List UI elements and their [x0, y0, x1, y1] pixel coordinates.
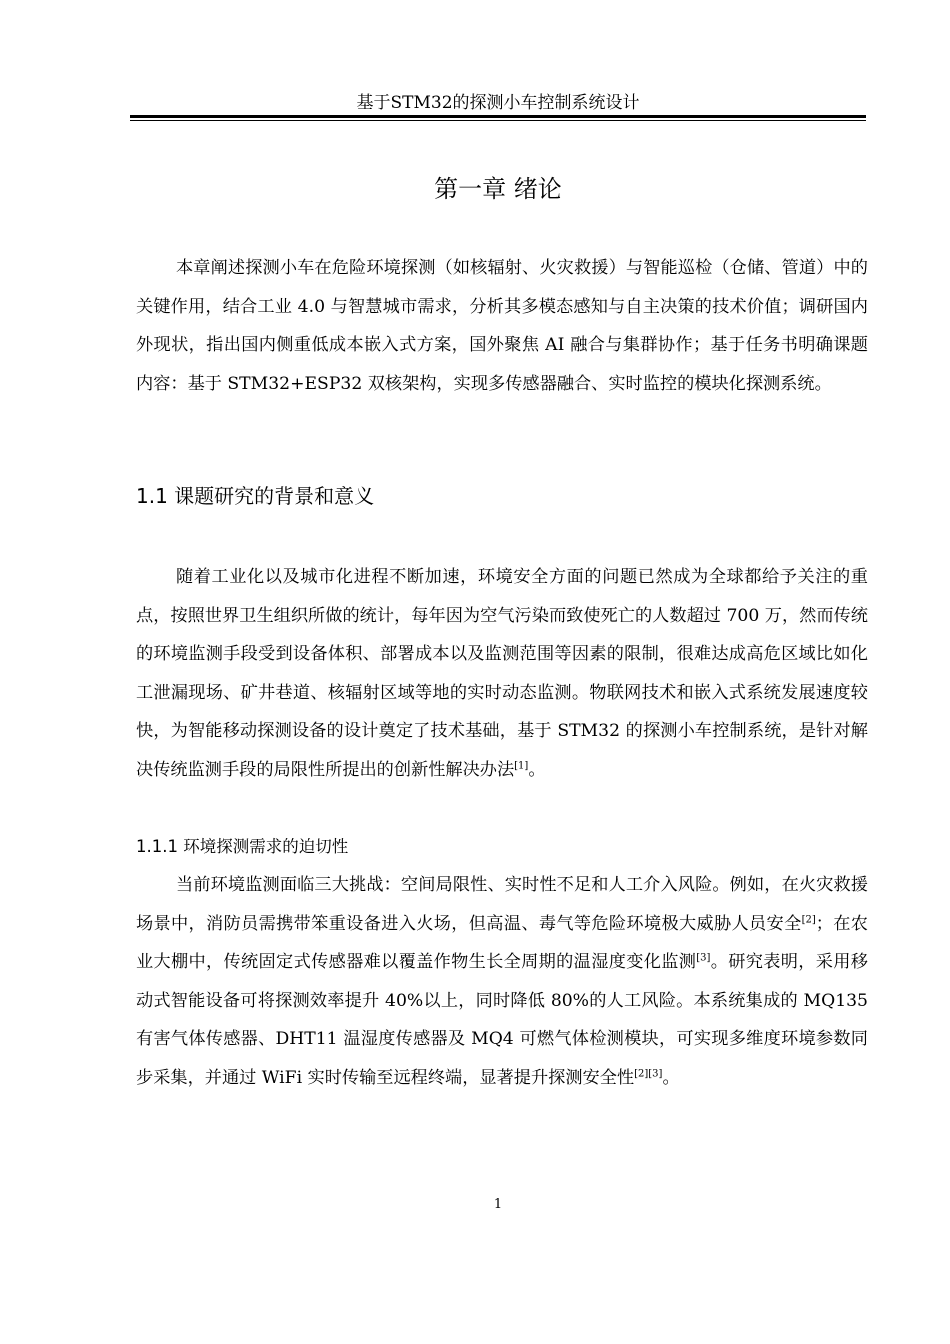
demand-text-d: 。 [662, 1067, 680, 1088]
intro-paragraph: 本章阐述探测小车在危险环境探测（如核辐射、火灾救援）与智能巡检（仓储、管道）中的关键作用，结合工业 4.0 与智慧城市需求，分析其多模态感知与自主决策的技术价值；调研国内外现状，指出国内侧重低成本嵌入式方案，国外聚焦 AI 融合与集群协作；基于任务书明确课题内容：基于 STM32+ESP32 双核架构，实现多传感器融合、实时监控的模块化探测系统。 [136, 258, 868, 394]
citation-2: [2] [801, 913, 816, 925]
background-paragraph-text: 随着工业化以及城市化进程不断加速，环境安全方面的问题已然成为全球都给予关注的重点，按照世界卫生组织所做的统计，每年因为空气污染而致使死亡的人数超过 700 万，然而传统的环境监测手段受到设备体积、部署成本以及监测范围等因素的限制，很难达成高危区域比如化工泄漏现场、矿井巷道、核辐射区域等地的实时动态监测。物联网技术和嵌入式系统发展速度较快，为智能移动探测设备的设计奠定了技术基础，基于 STM32 的探测小车控制系统，是针对解决传统监测手段的局限性所提出的创新性解决办法 [136, 567, 868, 780]
chapter-title: 第一章 绪论 [434, 175, 562, 203]
demand-paragraph [136, 866, 868, 1097]
citation-2-3: [2][3] [634, 1067, 663, 1079]
header-rule-thick [130, 115, 866, 118]
demand-text-c: 。研究表明，采用移动式智能设备可将探测效率提升 40%以上，同时降低 80%的人工风险。本系统集成的 MQ135 有害气体传感器、DHT11 温湿度传感器及 MQ4 可燃气体检测模块，可实现多维度环境参数同步采集，并通过 WiFi 实时传输至远程终端，显著提升探测安全性 [136, 952, 868, 1088]
header-rule-thin [130, 120, 866, 121]
background-paragraph-end: 。 [528, 759, 546, 780]
section-heading-1-1-1: 1.1.1 环境探测需求的迫切性 [136, 837, 349, 856]
citation-1: [1] [514, 759, 529, 771]
running-header: 基于STM32的探测小车控制系统设计 [356, 93, 640, 113]
page-number: 1 [493, 1197, 503, 1212]
demand-text-b: ；在农业大棚中，传统固定式传感器难以覆盖作物生长全周期的温湿度变化监测 [136, 913, 868, 972]
section-heading-1-1: 1.1 课题研究的背景和意义 [136, 484, 375, 508]
background-paragraph [136, 558, 868, 789]
demand-text-a: 当前环境监测面临三大挑战：空间局限性、实时性不足和人工介入风险。例如，在火灾救援场景中，消防员需携带笨重设备进入火场，但高温、毒气等危险环境极大威胁人员安全 [136, 875, 868, 934]
citation-3: [3] [696, 952, 711, 964]
